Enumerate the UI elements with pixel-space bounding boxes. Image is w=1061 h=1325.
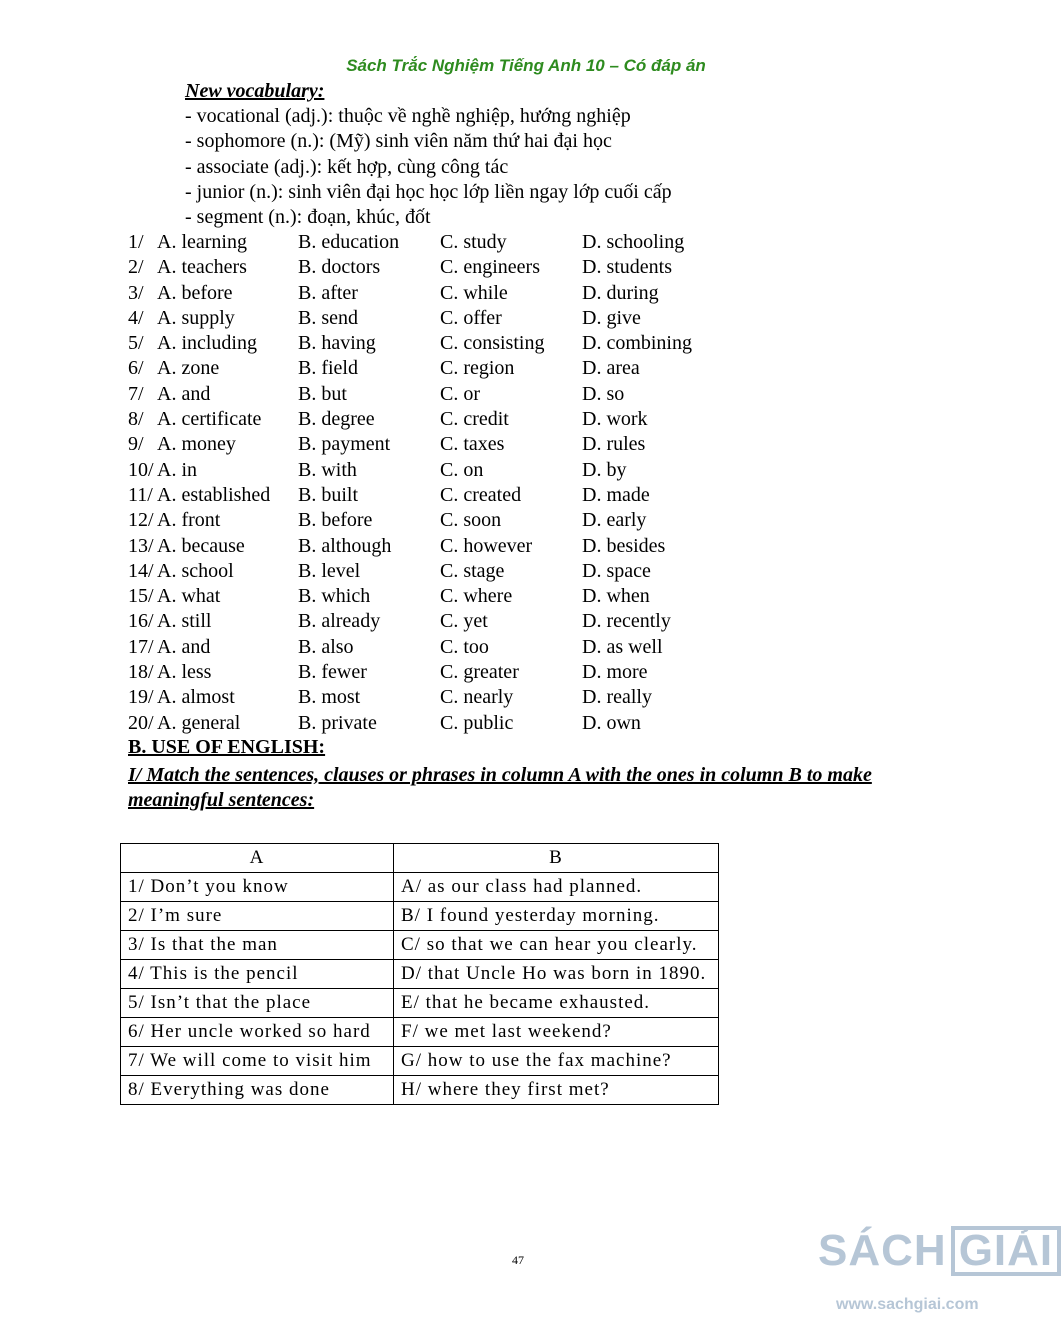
column-a-cell: 3/ Is that the man	[121, 931, 394, 960]
option-d: D. rules	[582, 433, 646, 456]
column-a-cell: 4/ This is the pencil	[121, 960, 394, 989]
option-d: D. made	[582, 483, 650, 506]
option-b: B. most	[298, 686, 361, 709]
vocabulary-title: New vocabulary:	[185, 80, 325, 102]
column-b-cell: B/ I found yesterday morning.	[394, 902, 719, 931]
option-c: C. offer	[440, 306, 502, 329]
option-b: B. after	[298, 281, 358, 304]
option-a: A. certificate	[157, 408, 262, 431]
question-number: 6/	[128, 357, 144, 380]
option-b: B. having	[298, 332, 376, 355]
option-b: B. with	[298, 458, 357, 481]
option-d: D. by	[582, 458, 627, 481]
table-row	[121, 902, 719, 931]
question-number: 2/	[128, 256, 144, 279]
option-b: B. level	[298, 559, 361, 582]
question-number: 18/	[128, 661, 154, 684]
option-a: A. learning	[157, 231, 247, 253]
option-d: D. area	[582, 357, 640, 380]
option-c: C. greater	[440, 661, 519, 684]
option-b: B. send	[298, 306, 358, 329]
matching-table	[120, 843, 719, 1105]
option-d: D. own	[582, 711, 641, 734]
option-d: D. schooling	[582, 231, 685, 253]
option-c: C. nearly	[440, 686, 514, 709]
option-d: D. really	[582, 686, 652, 709]
question-number: 3/	[128, 281, 144, 304]
option-a: A. less	[157, 661, 212, 684]
option-a: A. established	[157, 483, 271, 506]
question-number: 12/	[128, 509, 154, 532]
option-a: A. because	[157, 534, 245, 557]
column-b-cell: G/ how to use the fax machine?	[394, 1047, 719, 1076]
table-row	[121, 873, 719, 902]
option-c: C. public	[440, 711, 514, 734]
option-d: D. besides	[582, 534, 666, 557]
option-b: B. already	[298, 610, 381, 633]
option-d: D. combining	[582, 332, 692, 355]
column-a-cell: 7/ We will come to visit him	[121, 1047, 394, 1076]
question-number: 4/	[128, 306, 144, 329]
option-c: C. or	[440, 382, 480, 405]
vocabulary-item: - associate (adj.): kết hợp, cùng công tác	[185, 155, 509, 178]
vocabulary-item: - segment (n.): đoạn, khúc, đốt	[185, 206, 431, 229]
option-a: A. teachers	[157, 256, 247, 279]
option-c: C. while	[440, 281, 508, 304]
option-a: A. in	[157, 458, 197, 481]
table-row	[121, 1018, 719, 1047]
option-c: C. on	[440, 458, 484, 481]
logo-text-boxed: GIẢI	[951, 1226, 1061, 1276]
column-b-cell: C/ so that we can hear you clearly.	[394, 931, 719, 960]
question-number: 15/	[128, 585, 154, 608]
option-d: D. recently	[582, 610, 671, 633]
option-c: C. engineers	[440, 256, 540, 279]
table-row	[121, 989, 719, 1018]
vocabulary-item: - vocational (adj.): thuộc về nghề nghiệp, hướng nghiệp	[185, 105, 631, 128]
option-d: D. when	[582, 585, 650, 608]
sachgiai-logo	[818, 1226, 1061, 1276]
option-a: A. still	[157, 610, 212, 633]
column-a-cell: 6/ Her uncle worked so hard	[121, 1018, 394, 1047]
option-c: C. however	[440, 534, 533, 557]
option-c: C. region	[440, 357, 515, 380]
book-title-header: Sách Trắc Nghiệm Tiếng Anh 10 – Có đáp án	[346, 56, 706, 75]
question-number: 7/	[128, 382, 144, 405]
option-b: B. doctors	[298, 256, 381, 279]
option-b: B. but	[298, 382, 347, 405]
option-a: A. zone	[157, 357, 220, 380]
question-number: 14/	[128, 559, 154, 582]
option-b: B. built	[298, 483, 359, 506]
column-a-cell: 2/ I’m sure	[121, 902, 394, 931]
column-b-cell: E/ that he became exhausted.	[394, 989, 719, 1018]
option-d: D. students	[582, 256, 672, 279]
option-b: B. education	[298, 231, 400, 253]
option-a: A. what	[157, 585, 221, 608]
option-a: A. almost	[157, 686, 235, 709]
option-b: B. field	[298, 357, 358, 380]
column-a-header: A	[121, 844, 394, 873]
column-b-header: B	[394, 844, 719, 873]
vocabulary-item: - sophomore (n.): (Mỹ) sinh viên năm thứ hai đại học	[185, 130, 612, 153]
table-row	[121, 1047, 719, 1076]
column-b-cell: D/ that Uncle Ho was born in 1890.	[394, 960, 719, 989]
option-c: C. yet	[440, 610, 488, 633]
section-b-instruction: I/ Match the sentences, clauses or phrases in column A with the ones in column B to make meaningful sentences:	[128, 764, 872, 811]
column-b-cell: H/ where they first met?	[394, 1076, 719, 1105]
option-b: B. degree	[298, 408, 375, 431]
option-b: B. before	[298, 509, 373, 532]
question-number: 1/	[128, 231, 144, 253]
option-c: C. where	[440, 585, 513, 608]
option-b: B. fewer	[298, 661, 367, 684]
option-c: C. created	[440, 483, 522, 506]
column-b-cell: F/ we met last weekend?	[394, 1018, 719, 1047]
option-a: A. general	[157, 711, 241, 734]
table-row	[121, 960, 719, 989]
vocabulary-section	[185, 79, 672, 230]
option-a: A. including	[157, 332, 257, 355]
option-d: D. as well	[582, 635, 663, 658]
option-b: B. private	[298, 711, 377, 734]
question-number: 11/	[128, 483, 153, 506]
question-number: 8/	[128, 408, 144, 431]
column-a-cell: 5/ Isn’t that the place	[121, 989, 394, 1018]
logo-text: SÁCH	[818, 1226, 947, 1275]
option-c: C. too	[440, 635, 489, 658]
table-row	[121, 931, 719, 960]
column-a-cell: 8/ Everything was done	[121, 1076, 394, 1105]
option-b: B. although	[298, 534, 392, 557]
option-b: B. also	[298, 635, 354, 658]
option-c: C. stage	[440, 559, 505, 582]
column-b-cell: A/ as our class had planned.	[394, 873, 719, 902]
question-number: 16/	[128, 610, 154, 633]
option-d: D. early	[582, 509, 647, 532]
option-a: A. before	[157, 281, 233, 304]
option-c: C. soon	[440, 509, 502, 532]
section-b-title: B. USE OF ENGLISH:	[128, 736, 326, 758]
page-number: 47	[512, 1253, 524, 1267]
question-number: 20/	[128, 711, 154, 734]
question-number: 10/	[128, 458, 154, 481]
question-number: 19/	[128, 686, 154, 709]
option-a: A. front	[157, 509, 221, 532]
option-d: D. space	[582, 559, 651, 582]
option-d: D. more	[582, 661, 648, 684]
option-d: D. during	[582, 281, 659, 304]
column-a-cell: 1/ Don’t you know	[121, 873, 394, 902]
option-c: C. study	[440, 231, 507, 253]
option-a: A. supply	[157, 306, 235, 329]
option-d: D. work	[582, 408, 648, 431]
option-b: B. payment	[298, 433, 391, 456]
matching-table-header	[121, 844, 719, 873]
option-a: A. school	[157, 559, 234, 582]
question-number: 13/	[128, 534, 154, 557]
question-number: 9/	[128, 433, 144, 456]
option-a: A. and	[157, 635, 211, 658]
question-number: 17/	[128, 635, 154, 658]
option-d: D. give	[582, 306, 641, 329]
question-number: 5/	[128, 332, 144, 355]
option-c: C. consisting	[440, 332, 545, 355]
option-a: A. and	[157, 382, 211, 405]
logo-url: www.sachgiai.com	[836, 1296, 979, 1313]
option-d: D. so	[582, 382, 625, 405]
table-row	[121, 1076, 719, 1105]
option-b: B. which	[298, 585, 371, 608]
vocabulary-item: - junior (n.): sinh viên đại học học lớp liền ngay lớp cuối cấp	[185, 180, 672, 203]
option-c: C. credit	[440, 408, 509, 431]
option-c: C. taxes	[440, 433, 505, 456]
option-a: A. money	[157, 433, 236, 456]
